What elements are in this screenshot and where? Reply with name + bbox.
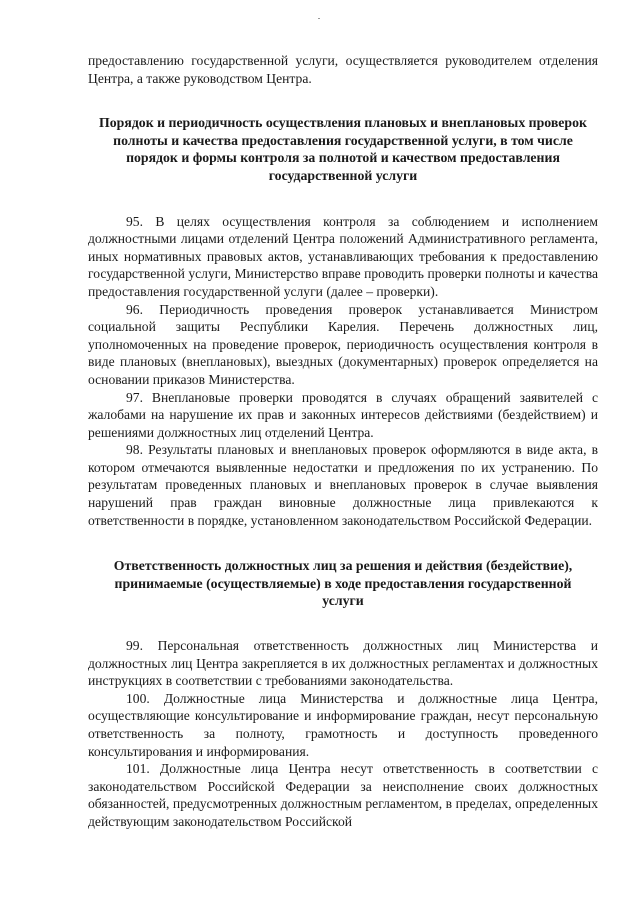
section-heading-inspections: Порядок и периодичность осуществления плановых и внеплановых проверок полноты и качества предоставления государственной услуги, в том числе порядок и формы контроля за полнотой и качеством предоставления государственной услуги xyxy=(99,115,587,183)
document-page xyxy=(88,52,598,831)
scan-mark xyxy=(318,18,320,19)
section-heading-responsibility: Ответственность должностных лиц за решения и действия (бездействие), принимаемые (осуществляемые) в ходе предоставления государственной услуги xyxy=(113,558,573,609)
paragraph-98: 98. Результаты плановых и внеплановых проверок оформляются в виде акта, в котором отмечаются выявленные недостатки и предложения по их устранению. По результатам проведенных плановых и внеплановых проверок в случае выявления нарушений прав граждан виновные должностные лица привлекаются к ответственности в порядке, установленном законодательством Российской Федерации. xyxy=(88,442,598,528)
intro-paragraph: предоставлению государственной услуги, осуществляется руководителем отделения Центра, а также руководством Центра. xyxy=(88,53,598,86)
paragraph-101: 101. Должностные лица Центра несут ответственность в соответствии с законодательством Российской Федерации за неисполнение своих должностных обязанностей, предусмотренных должностным регламентом, в пределах, определенных действующим законодательством Российской xyxy=(88,761,598,829)
paragraph-95: 95. В целях осуществления контроля за соблюдением и исполнением должностными лицами отделений Центра положений Административного регламента, иных нормативных правовых актов, устанавливающих требования к предоставлению государственной услуги, Министерство вправе проводить проверки полноты и качества предоставления государственной услуги (далее – проверки). xyxy=(88,213,598,299)
paragraph-97: 97. Внеплановые проверки проводятся в случаях обращений заявителей с жалобами на нарушение их прав и законных интересов действиями (бездействием) и решениями должностных лиц отделений Центра. xyxy=(88,389,598,440)
paragraph-96: 96. Периодичность проведения проверок устанавливается Министром социальной защиты Республики Карелия. Перечень должностных лиц, уполномоченных на проведение проверок, периодичность осуществления контроля в виде плановых (внеплановых), выездных (документарных) проверок определяется на основании приказов Министерства. xyxy=(88,301,598,387)
paragraph-99: 99. Персональная ответственность должностных лиц Министерства и должностных лиц Центра закрепляется в их должностных регламентах и должностных инструкциях в соответствии с требованиями законодательства. xyxy=(88,638,598,689)
paragraph-100: 100. Должностные лица Министерства и должностные лица Центра, осуществляющие консультирование и информирование граждан, несут персональную ответственность за полноту, грамотность и доступность проведенного консультирования и информирования. xyxy=(88,690,598,759)
